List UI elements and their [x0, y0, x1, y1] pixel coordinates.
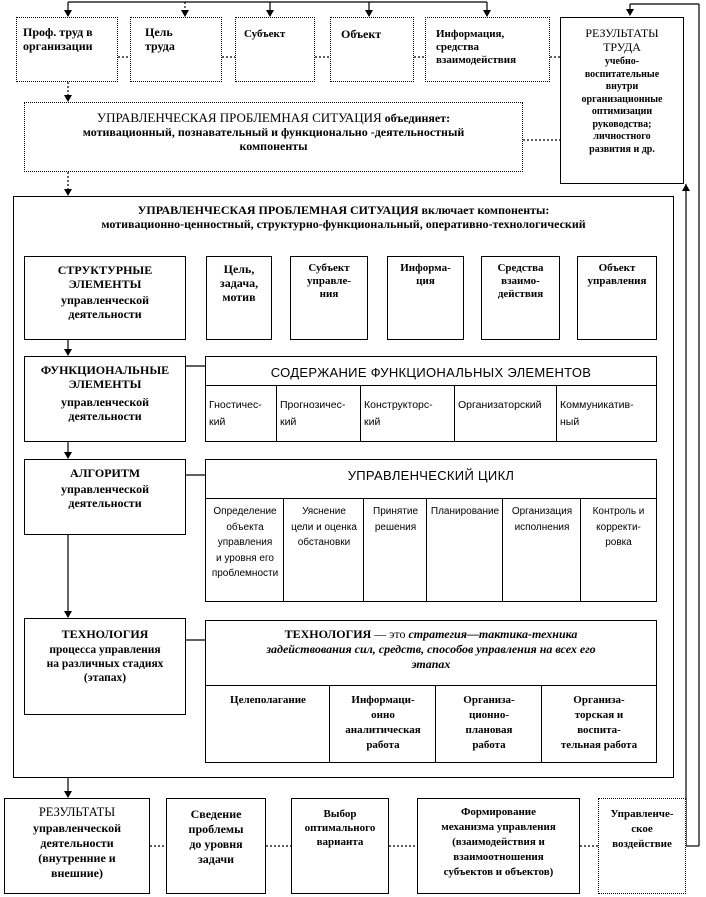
technology-def-italic: стратегия—тактика-техника задействования сил, средств, способов управления на всех его этапах	[266, 627, 596, 671]
reduce-problem-label: Сведение проблемы до уровня задачи	[188, 807, 244, 866]
structural-elements-box	[24, 256, 186, 340]
cycle-item-decision: Принятие решения	[364, 498, 427, 601]
algorithm-box	[24, 459, 186, 535]
situation-includes-text: включает компоненты: мотивационно-ценностный, структурно-функциональный, оперативно-технологический	[101, 203, 586, 231]
subject-box	[235, 17, 315, 82]
labor-goal-box	[130, 17, 222, 82]
management-cycle-table	[205, 459, 657, 602]
labor-goal-label: Цель труда	[145, 25, 175, 53]
func-item-prognostic: Прогнозичес- кий	[277, 385, 361, 441]
situation-unites-box	[24, 102, 523, 172]
choice-box	[291, 798, 389, 894]
technology-title: ТЕХНОЛОГИЯ	[61, 627, 149, 641]
management-impact-box	[598, 798, 686, 894]
cycle-item-clarify: Уяснение цели и оценка обстановки	[284, 498, 364, 601]
tech-item-planning: Организа- ционно- плановая работа	[436, 685, 542, 762]
situation-includes-lead: УПРАВЛЕНЧЕСКАЯ ПРОБЛЕМНАЯ СИТУАЦИЯ	[137, 203, 419, 217]
tech-item-educational: Организа- торская и воспита- тельная работа	[560, 694, 638, 751]
cycle-item-control: Контроль и корректи- ровка	[592, 506, 645, 548]
technology-box	[24, 618, 186, 715]
management-results-sub: управленческой деятельности (внутренние и внешние)	[32, 821, 122, 880]
management-results-box	[4, 798, 150, 894]
prof-labor-box	[16, 17, 118, 82]
cycle-item-planning: Планирование	[427, 498, 503, 601]
cycle-item-define: Определение объекта управления и уровня его проблемности	[206, 498, 284, 601]
management-cycle-header: УПРАВЛЕНЧЕСКИЙ ЦИКЛ	[347, 468, 515, 483]
cycle-item-organization: Организация исполнения	[503, 498, 581, 601]
struct-item-info-label: Информа- ция	[400, 262, 451, 287]
subject-label: Субъект	[244, 28, 286, 40]
struct-item-subject	[290, 256, 368, 340]
functional-sub: управленческой деятельности	[60, 395, 150, 423]
functional-content-table	[205, 356, 657, 442]
mechanism-box	[417, 798, 580, 894]
management-results-title: РЕЗУЛЬТАТЫ	[38, 805, 116, 819]
struct-item-goal-label: Цель, задача, мотив	[219, 262, 259, 304]
func-item-constructive: Конструкторс- кий	[361, 385, 455, 441]
struct-item-subject-label: Субъект управле- ния	[307, 262, 351, 300]
func-item-gnostic: Гностичес- кий	[206, 385, 277, 441]
object-label: Объект	[341, 27, 382, 41]
labor-results-title: РЕЗУЛЬТАТЫ ТРУДА	[585, 26, 659, 54]
struct-item-info	[387, 256, 464, 340]
situation-unites-text: объединяет: мотивационный, познавательный и функционально -деятельностный компоненты	[82, 111, 465, 153]
struct-item-object	[577, 256, 657, 340]
struct-item-object-label: Объект управления	[587, 262, 647, 287]
info-box	[425, 17, 550, 82]
reduce-problem-box	[166, 798, 266, 894]
tech-item-analytical: Информаци- онно аналитическая работа	[330, 685, 436, 762]
object-box	[330, 17, 414, 82]
struct-item-means-label: Средства взаимо- действия	[497, 262, 544, 300]
technology-definition	[206, 627, 656, 672]
choice-label: Выбор оптимального варианта	[304, 808, 376, 848]
management-impact-label: Управленче- ское воздействие	[610, 808, 674, 850]
technology-def-lead: ТЕХНОЛОГИЯ	[284, 627, 372, 641]
functional-title: ФУНКЦИОНАЛЬНЫЕ ЭЛЕМЕНТЫ	[40, 363, 170, 391]
func-item-organizational: Организаторский	[455, 385, 557, 441]
func-item-communicative: Коммуникатив- ный	[560, 399, 634, 428]
structural-sub: управленческой деятельности	[60, 293, 150, 321]
situation-unites-lead: УПРАВЛЕНЧЕСКАЯ ПРОБЛЕМНАЯ СИТУАЦИЯ	[96, 110, 382, 125]
technology-table	[205, 620, 657, 763]
struct-item-means	[481, 256, 560, 340]
struct-item-goal	[206, 256, 272, 340]
info-label: Информация, средства взаимодействия	[436, 28, 517, 66]
technology-def-dash: — это	[371, 627, 409, 641]
algorithm-title: АЛГОРИТМ	[69, 466, 141, 480]
structural-title: СТРУКТУРНЫЕ ЭЛЕМЕНТЫ	[57, 263, 153, 291]
technology-sub: процесса управления на различных стадиях (этапах)	[46, 644, 164, 684]
labor-results-box	[560, 17, 684, 184]
mechanism-label: Формирование механизма управления (взаимодействия и взаимоотношения субъектов и объектов)	[441, 806, 556, 878]
tech-item-goal-setting: Целеполагание	[206, 685, 330, 762]
functional-content-header: СОДЕРЖАНИЕ ФУНКЦИОНАЛЬНЫХ ЭЛЕМЕНТОВ	[270, 365, 592, 380]
prof-labor-label: Проф. труд в организации	[23, 25, 93, 53]
labor-results-body: учебно- воспитательные внутри организационные оптимизации руководства; личностного развития и др.	[581, 56, 663, 155]
functional-elements-box	[24, 356, 186, 442]
algorithm-sub: управленческой деятельности	[60, 482, 150, 510]
